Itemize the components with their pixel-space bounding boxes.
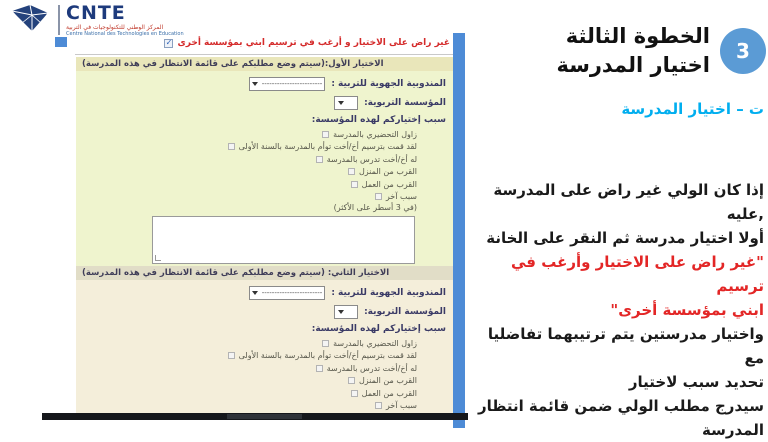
unsatisfied-checkbox-checked-icon[interactable] bbox=[164, 39, 173, 48]
taskbar-thumb bbox=[227, 414, 302, 419]
reason-option-label: القرب من المنزل bbox=[358, 376, 417, 386]
delegation-select-value: ------------------------ bbox=[261, 289, 323, 297]
reason-option[interactable] bbox=[76, 191, 453, 204]
delegation-label: المندوبية الجهوية للتربية : bbox=[331, 79, 446, 89]
other-reason-note: (في 3 أسطر على الأكثر) bbox=[333, 203, 417, 212]
instructions-paragraph bbox=[472, 178, 764, 442]
reason-option-label: سبب آخر bbox=[385, 192, 417, 202]
first-choice-header: الاختيار الأول:(سيتم وضع مطلبكم على قائمة الانتظار في هذه المدرسة) bbox=[76, 57, 453, 71]
reason-option-label: له أخ/أخت تدرس بالمدرسة bbox=[326, 363, 417, 373]
logo-brand: CNTE bbox=[66, 1, 126, 24]
delegation-select-2[interactable] bbox=[249, 286, 325, 300]
section-subtitle: ت – اختيار المدرسة bbox=[621, 100, 764, 118]
checkbox-icon[interactable] bbox=[351, 181, 358, 188]
logo-arabic-line: المركز الوطني للتكنولوجيات في التربية bbox=[66, 23, 164, 31]
paragraph-line: واختيار مدرستين يتم ترتيبهما تفاضليا مع bbox=[487, 325, 764, 367]
reason-option[interactable] bbox=[76, 128, 453, 141]
step-title-line1: الخطوة الثالثة bbox=[565, 24, 710, 48]
reason-option-label: سبب آخر bbox=[385, 401, 417, 411]
reason-option-label: له أخ/أخت تدرس بالمدرسة bbox=[326, 154, 417, 164]
paragraph-line: إذا كان الولي غير راض على المدرسة ,عليه bbox=[493, 181, 764, 223]
reason-option-label: القرب من المنزل bbox=[358, 167, 417, 177]
left-scrollbar-fragment bbox=[55, 37, 67, 47]
checkbox-icon[interactable] bbox=[348, 377, 355, 384]
delegation-label: المندوبية الجهوية للتربية : bbox=[331, 288, 446, 298]
paragraph-line: تحديد سبب لاختيار bbox=[628, 373, 764, 391]
reason-option[interactable] bbox=[76, 337, 453, 350]
delegation-select-1[interactable] bbox=[249, 77, 325, 91]
reason-option[interactable] bbox=[76, 141, 453, 154]
chevron-down-icon bbox=[252, 82, 258, 86]
unsatisfied-checkbox-label: غير راض على الاختيار و أرغب في ترسيم ابني بمؤسسة أخرى bbox=[177, 38, 450, 48]
paragraph-line: المدرسة bbox=[702, 421, 764, 439]
reason-option[interactable] bbox=[76, 178, 453, 191]
other-reason-textarea[interactable] bbox=[152, 216, 415, 264]
second-choice-header: الاختيار الثاني: (سيتم وضع مطلبكم على قائمة الانتظار في هذه المدرسة) bbox=[76, 266, 453, 280]
second-choice-section bbox=[76, 266, 453, 413]
step-header bbox=[556, 22, 766, 80]
paragraph-line: أولا اختيار مدرسة ثم النقر على الخانة bbox=[486, 229, 764, 247]
cnte-logo bbox=[8, 3, 184, 37]
reason-option-label: زاول التحضيري بالمدرسة bbox=[333, 338, 417, 348]
resize-grip-icon[interactable] bbox=[155, 255, 161, 261]
paragraph-line-red: ابني بمؤسسة أخرى" bbox=[610, 301, 764, 319]
bottom-taskbar bbox=[42, 413, 468, 420]
checkbox-icon[interactable] bbox=[228, 352, 235, 359]
reason-option[interactable] bbox=[76, 166, 453, 179]
checkbox-icon[interactable] bbox=[316, 156, 323, 163]
institution-select-2[interactable] bbox=[334, 305, 358, 319]
cnte-diamond-icon bbox=[8, 3, 52, 37]
step-title-line2: اختيار المدرسة bbox=[556, 53, 710, 77]
reason-option[interactable] bbox=[76, 400, 453, 413]
step-title bbox=[556, 22, 710, 80]
logo-divider bbox=[58, 5, 60, 35]
unsatisfied-choice-row[interactable] bbox=[164, 38, 450, 48]
reason-option-label: القرب من العمل bbox=[361, 388, 417, 398]
chevron-down-icon bbox=[338, 310, 344, 314]
checkbox-icon[interactable] bbox=[228, 143, 235, 150]
checkbox-icon[interactable] bbox=[375, 193, 382, 200]
delegation-select-value: ------------------------ bbox=[261, 80, 323, 88]
institution-label: المؤسسة التربوية: bbox=[364, 307, 446, 317]
checkbox-icon[interactable] bbox=[316, 365, 323, 372]
checkbox-icon[interactable] bbox=[348, 168, 355, 175]
reason-label: سبب إختياركم لهذه المؤسسة: bbox=[311, 324, 446, 334]
registration-form bbox=[76, 57, 453, 413]
chevron-down-icon bbox=[252, 291, 258, 295]
reason-option[interactable] bbox=[76, 375, 453, 388]
institution-select-1[interactable] bbox=[334, 96, 358, 110]
reason-option[interactable] bbox=[76, 362, 453, 375]
checkbox-icon[interactable] bbox=[322, 131, 329, 138]
step-number-badge: 3 bbox=[720, 28, 766, 74]
reason-option-label: لقد قمت بترسيم أخ/أخت توأم بالمدرسة بالسنة الأولى bbox=[238, 351, 417, 361]
right-scrollbar[interactable] bbox=[453, 33, 465, 428]
paragraph-line-red: "غير راض على الاختيار وأرغب في ترسيم bbox=[511, 253, 764, 295]
checkbox-icon[interactable] bbox=[375, 402, 382, 409]
reason-option[interactable] bbox=[76, 153, 453, 166]
reason-option[interactable] bbox=[76, 387, 453, 400]
first-choice-section bbox=[76, 57, 453, 266]
paragraph-line: سيدرج مطلب الولي ضمن قائمة انتظار bbox=[477, 397, 764, 415]
reason-option-label: لقد قمت بترسيم أخ/أخت توأم بالمدرسة بالسنة الأولى bbox=[238, 142, 417, 152]
reason-label: سبب إختياركم لهذه المؤسسة: bbox=[311, 115, 446, 125]
header-divider-line bbox=[75, 54, 460, 55]
reason-option-label: القرب من العمل bbox=[361, 179, 417, 189]
checkbox-icon[interactable] bbox=[322, 340, 329, 347]
reason-option-label: زاول التحضيري بالمدرسة bbox=[333, 129, 417, 139]
reason-option[interactable] bbox=[76, 350, 453, 363]
logo-french-line: Centre National des Technologies en Education bbox=[66, 30, 184, 37]
checkbox-icon[interactable] bbox=[351, 390, 358, 397]
institution-label: المؤسسة التربوية: bbox=[364, 98, 446, 108]
chevron-down-icon bbox=[338, 101, 344, 105]
